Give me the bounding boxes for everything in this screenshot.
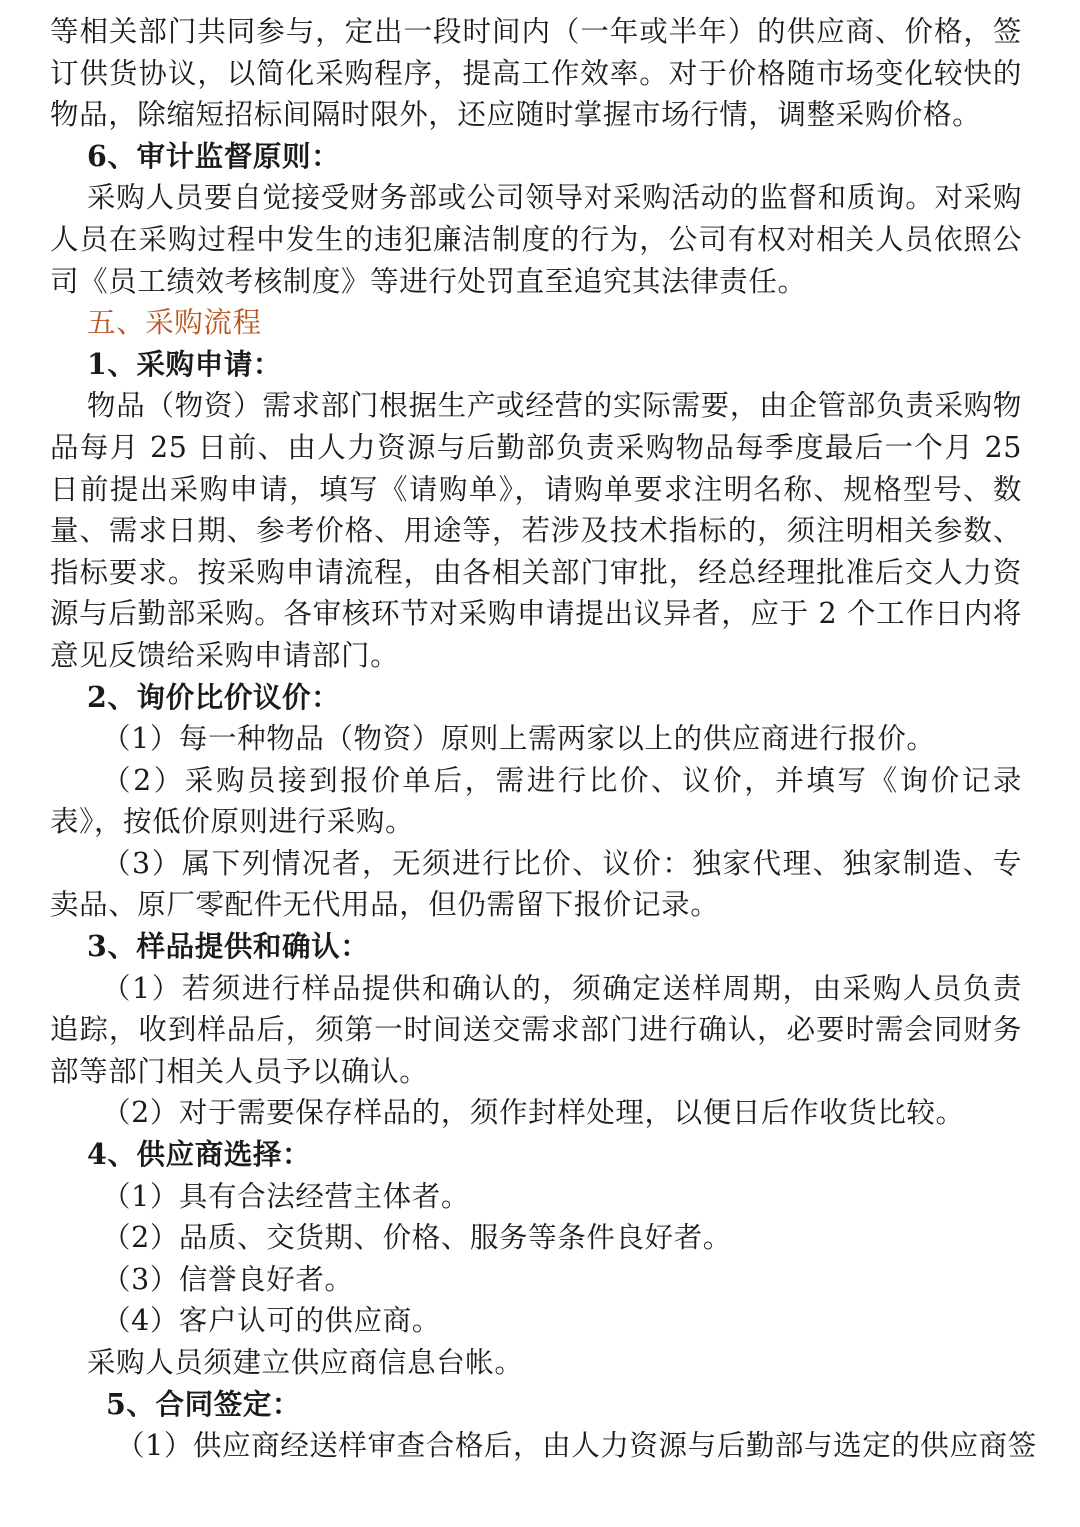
heading-sample-confirmation: 3、样品提供和确认： [87, 929, 370, 964]
paragraph-supplier-2: （2）品质、交货期、价格、服务等条件良好者。 [102, 1221, 732, 1255]
paragraph-contract-1: （1）供应商经送样审查合格后，由人力资源与后勤部与选定的供应商签 [116, 1429, 1037, 1463]
paragraph-supplier-3: （3）信誉良好者。 [102, 1262, 354, 1296]
paragraph-supplier-1: （1）具有合法经营主体者。 [102, 1179, 470, 1213]
paragraph-inquiry-2: （2）采购员接到报价单后，需进行比价、议价，并填写《询价记录表》，按低价原则进行采购。 [50, 763, 1022, 839]
heading-contract-signing: 5、合同签定： [106, 1386, 302, 1421]
heading-price-inquiry: 2、询价比价议价： [87, 679, 341, 714]
paragraph-inquiry-3: （3）属下列情况者，无须进行比价、议价：独家代理、独家制造、专卖品、原厂零配件无代用品，但仍需留下报价记录。 [50, 846, 1022, 922]
paragraph-audit: 采购人员要自觉接受财务部或公司领导对采购活动的监督和质询。对采购人员在采购过程中发生的违犯廉洁制度的行为，公司有权对相关人员依照公司《员工绩效考核制度》等进行处罚直至追究其法律责任。 [50, 181, 1022, 298]
paragraph-supplier-4: （4）客户认可的供应商。 [102, 1304, 441, 1338]
paragraph-sample-1: （1）若须进行样品提供和确认的，须确定送样周期，由采购人员负责追踪，收到样品后，须第一时间送交需求部门进行确认，必要时需会同财务部等部门相关人员予以确认。 [50, 971, 1022, 1088]
heading-supplier-selection: 4、供应商选择： [87, 1137, 312, 1172]
section-heading-procurement-process: 五、采购流程 [87, 306, 262, 340]
paragraph-sample-2: （2）对于需要保存样品的，须作封样处理，以便日后作收货比较。 [102, 1096, 965, 1130]
heading-purchase-application: 1、采购申请： [87, 346, 283, 381]
paragraph-inquiry-1: （1）每一种物品（物资）原则上需两家以上的供应商进行报价。 [102, 722, 936, 756]
paragraph-intro: 等相关部门共同参与，定出一段时间内（一年或半年）的供应商、价格，签订供货协议，以简化采购程序，提高工作效率。对于价格随市场变化较快的物品，除缩短招标间隔时限外，还应随时掌握市场行情，调整采购价格。 [50, 15, 1022, 132]
heading-audit-principle: 6、审计监督原则： [87, 138, 341, 173]
paragraph-supplier-note: 采购人员须建立供应商信息台帐。 [87, 1346, 524, 1379]
paragraph-purchase-application: 物品（物资）需求部门根据生产或经营的实际需要，由企管部负责采购物品每月 25 日前、由人力资源与后勤部负责采购物品每季度最后一个月 25 日前提出采购申请，填写《请购单》，请购单要求注明名称、规格型号、数量、需求日期、参考价格、用途等，若涉及技术指标的，须注明相关参数、指标要求。按采购申请流程，由各相关部门审批，经总经理批准后交人力资源与后勤部采购。各审核环节对采购申请提出议异者，应于 2 个工作日内将意见反馈给采购申请部门。 [50, 389, 1022, 672]
